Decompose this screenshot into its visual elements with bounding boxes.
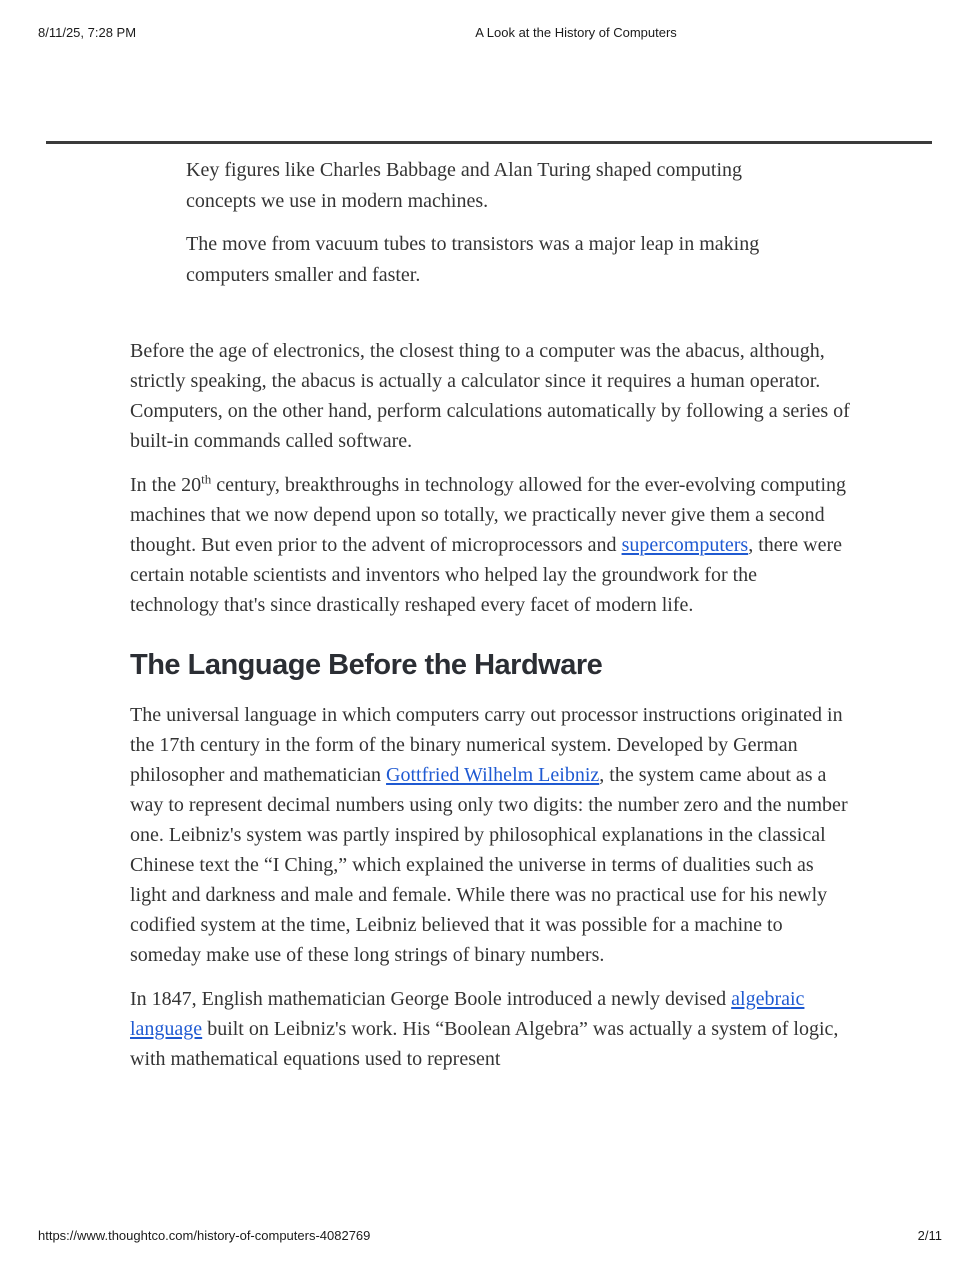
paragraph-intro: Before the age of electronics, the closest thing to a computer was the abacus, although, strictly speaking, the abacus is actually a calculator since it requires a human operator. Computers, on the other hand, perform calculations automatically by following a series of built-in commands called software. [130, 340, 850, 452]
print-document-title: A Look at the History of Computers [475, 25, 677, 40]
paragraph-text: The universal language in which computers carry out processor instructions originated in the 17th century in the form of the binary numerical system. Developed by German philosopher and mathematician [130, 704, 843, 786]
paragraph-text: century, breakthroughs in technology allowed for the ever-evolving computing machines that we now depend upon so totally, we practically never give them a second thought. But even prior to the advent of microprocessors and [130, 474, 847, 556]
algebraic-language-link[interactable]: algebraic language [130, 988, 805, 1040]
paragraph-text: , there were certain notable scientists and inventors who helped lay the groundwork for the technology that's since drastically reshaped every facet of modern life. [130, 534, 843, 616]
article-body [130, 336, 850, 1088]
takeaway-item: The move from vacuum tubes to transistors was a major leap in making computers smaller and faster. [186, 233, 760, 286]
print-source-url: https://www.thoughtco.com/history-of-computers-4082769 [38, 1228, 371, 1243]
paragraph-text: In 1847, English mathematician George Boole introduced a newly devised [130, 988, 732, 1010]
takeaway-item: Key figures like Charles Babbage and Alan Turing shaped computing concepts we use in modern machines. [186, 159, 743, 212]
print-header [38, 25, 941, 41]
paragraph-text: , the system came about as a way to represent decimal numbers using only two digits: the number zero and the number one. Leibniz's system was partly inspired by philosophical explanations in the classical Chinese text the “I Ching,” which explained the universe in terms of dualities such as light and darkness and male and female. While there was no practical use for his newly codified system at the time, Leibniz believed that it was possible for a machine to someday make use of these long strings of binary numbers. [130, 764, 848, 966]
paragraph-20th-century [130, 470, 850, 620]
section-heading: The Language Before the Hardware [130, 649, 603, 681]
ordinal-superscript: th [201, 471, 212, 487]
leibniz-link[interactable]: Gottfried Wilhelm Leibniz [386, 764, 600, 786]
paragraph-boole [130, 984, 850, 1074]
print-page-number: 2/11 [917, 1228, 942, 1243]
paragraph-text: In the 20 [130, 474, 202, 496]
print-footer [38, 1228, 942, 1243]
print-datetime: 8/11/25, 7:28 PM [38, 25, 137, 40]
supercomputers-link[interactable]: supercomputers [621, 534, 749, 556]
key-takeaways-list [186, 155, 770, 303]
section-divider-rule [46, 141, 932, 144]
paragraph-binary-language [130, 700, 850, 970]
paragraph-text: built on Leibniz's work. His “Boolean Algebra” was actually a system of logic, with mathematical equations used to represent [130, 1018, 839, 1070]
